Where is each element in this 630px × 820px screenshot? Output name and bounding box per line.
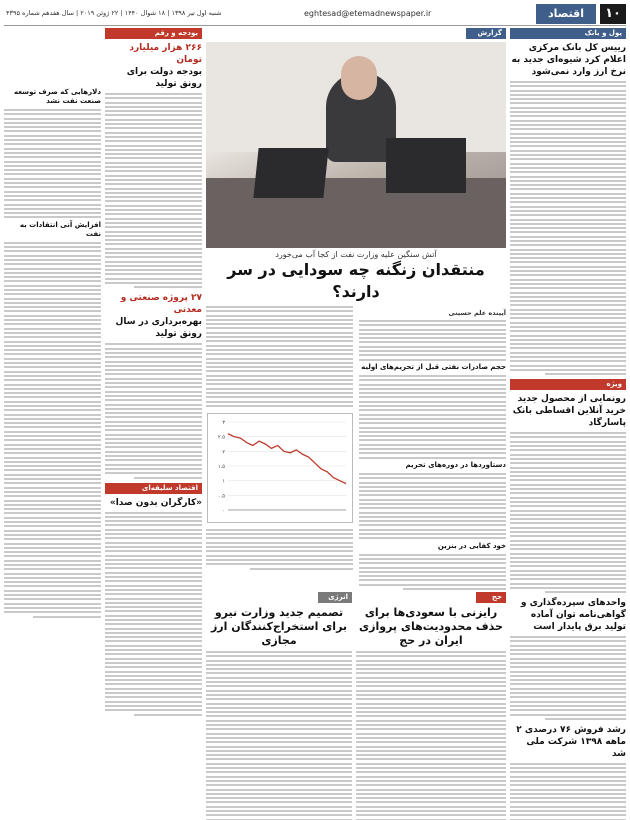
chart-svg <box>208 414 352 522</box>
section-tag: اقتصاد سلیقه‌ای <box>105 483 202 494</box>
section-title: اقتصاد <box>536 4 596 24</box>
subheading: افزایش آنی انتقادات به نفت <box>19 220 101 238</box>
article-body <box>510 763 626 820</box>
article-body <box>4 109 101 218</box>
y-tick-label: ۲.۵ <box>218 434 225 441</box>
article-photo <box>206 42 506 248</box>
article-body <box>105 343 202 478</box>
article-kicker: آتش سنگین علیه وزارت نفت از کجا آب می‌خورد <box>275 250 437 259</box>
article-body <box>206 529 353 570</box>
article-body <box>510 81 626 375</box>
subheading: حجم صادرات نفتی قبل از تحریم‌های اولیه <box>361 362 506 371</box>
article-headline: رایزنی با سعودی‌ها برای حذف محدودیت‌های پروازی ایران در حج <box>359 606 503 647</box>
article-headline: «کارگران بدون صدا» <box>109 497 202 508</box>
y-tick-label: ۱ <box>222 478 225 485</box>
article-body <box>359 320 506 361</box>
left-column <box>4 28 202 816</box>
article-headline: بهره‌برداری در سال رونق تولید <box>115 317 202 340</box>
article-body <box>4 242 101 618</box>
article-body <box>510 636 626 720</box>
section-tag: انرژی <box>318 592 352 603</box>
bottom-article-energy <box>206 592 352 816</box>
subheading: خود کفایی در بنزین <box>437 541 506 550</box>
subheading: دستاوردها در دوره‌های تحریم <box>405 460 506 469</box>
dateline: شنبه اول تیر ۱۳۹۸ | ۱۸ شوال ۱۴۴۰ | ۲۲ ژوئن ۲۰۱۹ | سال هفدهم شماره ۴۳۹۵ <box>6 9 222 17</box>
series-line <box>228 434 346 484</box>
article-headline: رونمایی از محصول جدید خرید آنلاین اقساطی بانک پاسارگاد <box>512 394 626 429</box>
article-headline: منتقدان زنگنه چه سودایی در سر دارند؟ <box>227 260 485 301</box>
article-headline: واحدهای سپرده‌گذاری و گواهی‌نامه توان آماده تولید برق پایدار است <box>520 598 626 633</box>
article-body <box>105 512 202 716</box>
main-article <box>206 28 506 588</box>
article-headline: تصمیم جدید وزارت نیرو برای استخراج‌کنندگان ارز مجازی <box>210 606 348 647</box>
section-tag: حج <box>476 592 506 603</box>
section-tag: بودجه و رقم <box>105 28 202 39</box>
article-body <box>206 651 352 820</box>
article-headline-accent: ۲۷ پروژه صنعتی و معدنی <box>120 293 202 316</box>
y-tick-label: ۰.۵ <box>218 493 225 500</box>
article-body <box>510 432 626 593</box>
right-column <box>510 28 626 816</box>
y-tick-label: ۳ <box>222 419 225 426</box>
line-chart <box>207 413 353 523</box>
section-tag: ویژه <box>510 379 626 390</box>
article-body <box>206 306 353 407</box>
article-headline: بودجه دولت برای رونق تولید <box>126 67 202 89</box>
article-body <box>359 554 506 590</box>
site-email: eghtesad@etemadnewspaper.ir <box>304 9 432 18</box>
section-tag: گزارش <box>466 28 506 39</box>
article-body <box>105 93 202 288</box>
article-body <box>356 651 506 820</box>
article-headline-accent: ۲۶۶ هزار میلیارد تومان <box>129 43 202 65</box>
y-tick-label: ۲ <box>222 449 225 456</box>
byline: آیینده علم حسینی <box>448 309 506 317</box>
section-tag: پول و بانک <box>510 28 626 39</box>
article-body <box>359 473 506 539</box>
article-headline: رشد فروش ۷۶ درصدی ۲ ماهه ۱۳۹۸ شرکت ملی شد <box>516 724 626 759</box>
article-headline: رییس کل بانک مرکزی اعلام کرد شیوه‌ای جدید به نرخ ارز وارد نمی‌شود <box>511 43 626 77</box>
page-number: ۱۰ <box>600 4 626 24</box>
subheading: دلارهایی که صرف توسعه صنعت نفت نشد <box>13 88 101 105</box>
bottom-article-hajj <box>356 592 506 816</box>
article-body <box>359 375 506 459</box>
y-tick-label: ۰ <box>222 507 225 514</box>
y-tick-label: ۱.۵ <box>218 463 225 470</box>
masthead <box>4 4 626 26</box>
